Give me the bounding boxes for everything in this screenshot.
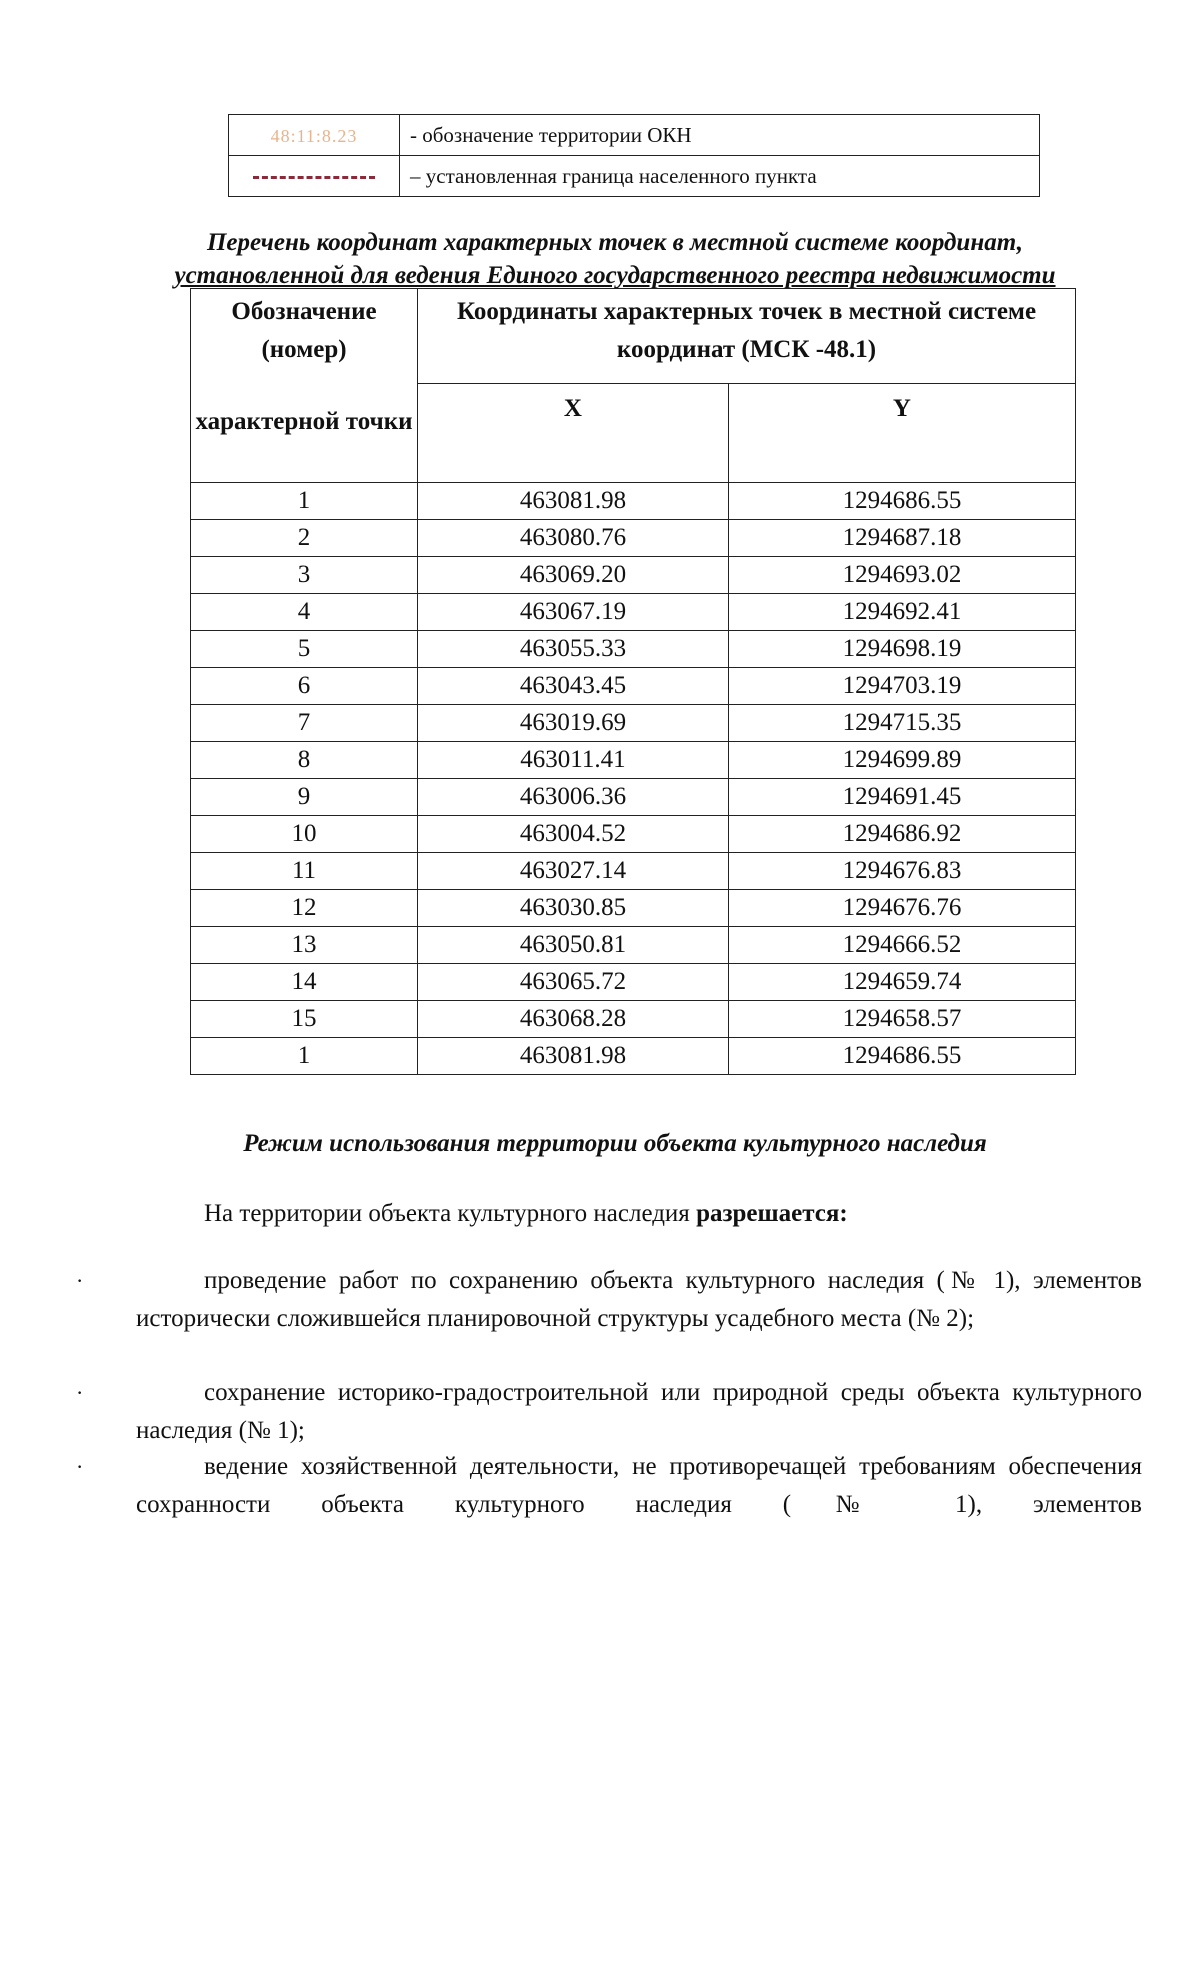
permitted-item-text: ведение хозяйственной деятельности, не противоречащей требованиям обеспечения сохранности объекта культурного наследия (№ 1), элементов bbox=[136, 1453, 1142, 1518]
bullet-icon: · bbox=[76, 1380, 84, 1405]
x-column-header: X bbox=[418, 384, 729, 483]
point-number-cell: 4 bbox=[191, 594, 418, 631]
settlement-boundary-symbol bbox=[229, 156, 400, 197]
dashed-boundary-line bbox=[253, 176, 375, 179]
x-coordinate-cell: 463081.98 bbox=[418, 1038, 729, 1075]
y-column-header: Y bbox=[728, 384, 1075, 483]
legend-row-okn bbox=[229, 115, 1040, 156]
table-header-row bbox=[191, 289, 1076, 384]
x-coordinate-cell: 463027.14 bbox=[418, 853, 729, 890]
point-number-cell: 11 bbox=[191, 853, 418, 890]
legend-description: - обозначение территории ОКН bbox=[400, 115, 1040, 156]
coordinates-table bbox=[190, 288, 1076, 1075]
point-number-cell: 1 bbox=[191, 1038, 418, 1075]
point-number-cell: 14 bbox=[191, 964, 418, 1001]
table-row bbox=[191, 742, 1076, 779]
x-coordinate-cell: 463080.76 bbox=[418, 520, 729, 557]
y-coordinate-cell: 1294693.02 bbox=[728, 557, 1075, 594]
y-coordinate-cell: 1294658.57 bbox=[728, 1001, 1075, 1038]
legend-row-boundary bbox=[229, 156, 1040, 197]
point-number-cell: 1 bbox=[191, 483, 418, 520]
heading-line-1: Перечень координат характерных точек в местной системе координат, bbox=[206, 229, 1024, 256]
point-number-cell: 5 bbox=[191, 631, 418, 668]
table-row bbox=[191, 1001, 1076, 1038]
regime-title: Режим использования территории объекта культурного наследия bbox=[243, 1130, 987, 1157]
x-coordinate-cell: 463055.33 bbox=[418, 631, 729, 668]
x-coordinate-cell: 463030.85 bbox=[418, 890, 729, 927]
table-row bbox=[191, 964, 1076, 1001]
point-number-cell: 8 bbox=[191, 742, 418, 779]
y-coordinate-cell: 1294698.19 bbox=[728, 631, 1075, 668]
bullet-icon: · bbox=[76, 1454, 84, 1479]
point-number-cell: 6 bbox=[191, 668, 418, 705]
x-coordinate-cell: 463065.72 bbox=[418, 964, 729, 1001]
table-row bbox=[191, 705, 1076, 742]
table-row bbox=[191, 927, 1076, 964]
table-row bbox=[191, 779, 1076, 816]
y-coordinate-cell: 1294676.83 bbox=[728, 853, 1075, 890]
x-coordinate-cell: 463050.81 bbox=[418, 927, 729, 964]
point-number-cell: 7 bbox=[191, 705, 418, 742]
table-row bbox=[191, 483, 1076, 520]
bullet-icon: · bbox=[76, 1268, 84, 1293]
point-number-cell: 15 bbox=[191, 1001, 418, 1038]
point-label-header-part2: характерной точки bbox=[195, 408, 413, 435]
x-coordinate-cell: 463068.28 bbox=[418, 1001, 729, 1038]
legend-table bbox=[228, 114, 1040, 197]
y-coordinate-cell: 1294703.19 bbox=[728, 668, 1075, 705]
okn-territory-symbol bbox=[229, 115, 400, 156]
heading-line-2: установленной для ведения Единого государственного реестра недвижимости bbox=[174, 262, 1056, 289]
y-coordinate-cell: 1294699.89 bbox=[728, 742, 1075, 779]
table-row bbox=[191, 668, 1076, 705]
y-coordinate-cell: 1294686.92 bbox=[728, 816, 1075, 853]
legend-description: – установленная граница населенного пункта bbox=[400, 156, 1040, 197]
table-row bbox=[191, 816, 1076, 853]
x-coordinate-cell: 463006.36 bbox=[418, 779, 729, 816]
permitted-item bbox=[76, 1448, 1142, 1524]
regime-intro-bold: разрешается: bbox=[696, 1200, 848, 1227]
regime-intro-text: На территории объекта культурного наследия bbox=[204, 1200, 697, 1227]
x-coordinate-cell: 463067.19 bbox=[418, 594, 729, 631]
coordinates-group-header: Координаты характерных точек в местной системе координат (МСК -48.1) bbox=[418, 289, 1076, 384]
permitted-item-text: проведение работ по сохранению объекта культурного наследия (№ 1), элементов исторически сложившейся планировочной структуры усадебного места (№ 2); bbox=[136, 1267, 1142, 1332]
table-row bbox=[191, 557, 1076, 594]
permitted-item-text: сохранение историко-градостроительной или природной среды объекта культурного наследия (№ 1); bbox=[136, 1379, 1142, 1444]
coordinates-heading bbox=[120, 226, 1110, 292]
y-coordinate-cell: 1294666.52 bbox=[728, 927, 1075, 964]
x-coordinate-cell: 463004.52 bbox=[418, 816, 729, 853]
y-coordinate-cell: 1294715.35 bbox=[728, 705, 1075, 742]
point-number-cell: 12 bbox=[191, 890, 418, 927]
table-row bbox=[191, 594, 1076, 631]
x-coordinate-cell: 463081.98 bbox=[418, 483, 729, 520]
okn-territory-code: 48:11:8.23 bbox=[270, 125, 358, 146]
point-label-header bbox=[191, 289, 418, 483]
x-coordinate-cell: 463069.20 bbox=[418, 557, 729, 594]
point-number-cell: 2 bbox=[191, 520, 418, 557]
x-coordinate-cell: 463019.69 bbox=[418, 705, 729, 742]
permitted-item bbox=[76, 1374, 1142, 1450]
permitted-item bbox=[76, 1262, 1142, 1338]
table-row bbox=[191, 1038, 1076, 1075]
y-coordinate-cell: 1294676.76 bbox=[728, 890, 1075, 927]
point-number-cell: 9 bbox=[191, 779, 418, 816]
point-number-cell: 3 bbox=[191, 557, 418, 594]
point-label-header-part1: Обозначение (номер) bbox=[231, 298, 377, 363]
regime-intro bbox=[204, 1200, 848, 1228]
table-row bbox=[191, 631, 1076, 668]
x-coordinate-cell: 463043.45 bbox=[418, 668, 729, 705]
y-coordinate-cell: 1294687.18 bbox=[728, 520, 1075, 557]
y-coordinate-cell: 1294686.55 bbox=[728, 483, 1075, 520]
table-row bbox=[191, 520, 1076, 557]
y-coordinate-cell: 1294691.45 bbox=[728, 779, 1075, 816]
point-number-cell: 10 bbox=[191, 816, 418, 853]
y-coordinate-cell: 1294686.55 bbox=[728, 1038, 1075, 1075]
y-coordinate-cell: 1294659.74 bbox=[728, 964, 1075, 1001]
point-number-cell: 13 bbox=[191, 927, 418, 964]
x-coordinate-cell: 463011.41 bbox=[418, 742, 729, 779]
table-row bbox=[191, 890, 1076, 927]
table-row bbox=[191, 853, 1076, 890]
y-coordinate-cell: 1294692.41 bbox=[728, 594, 1075, 631]
